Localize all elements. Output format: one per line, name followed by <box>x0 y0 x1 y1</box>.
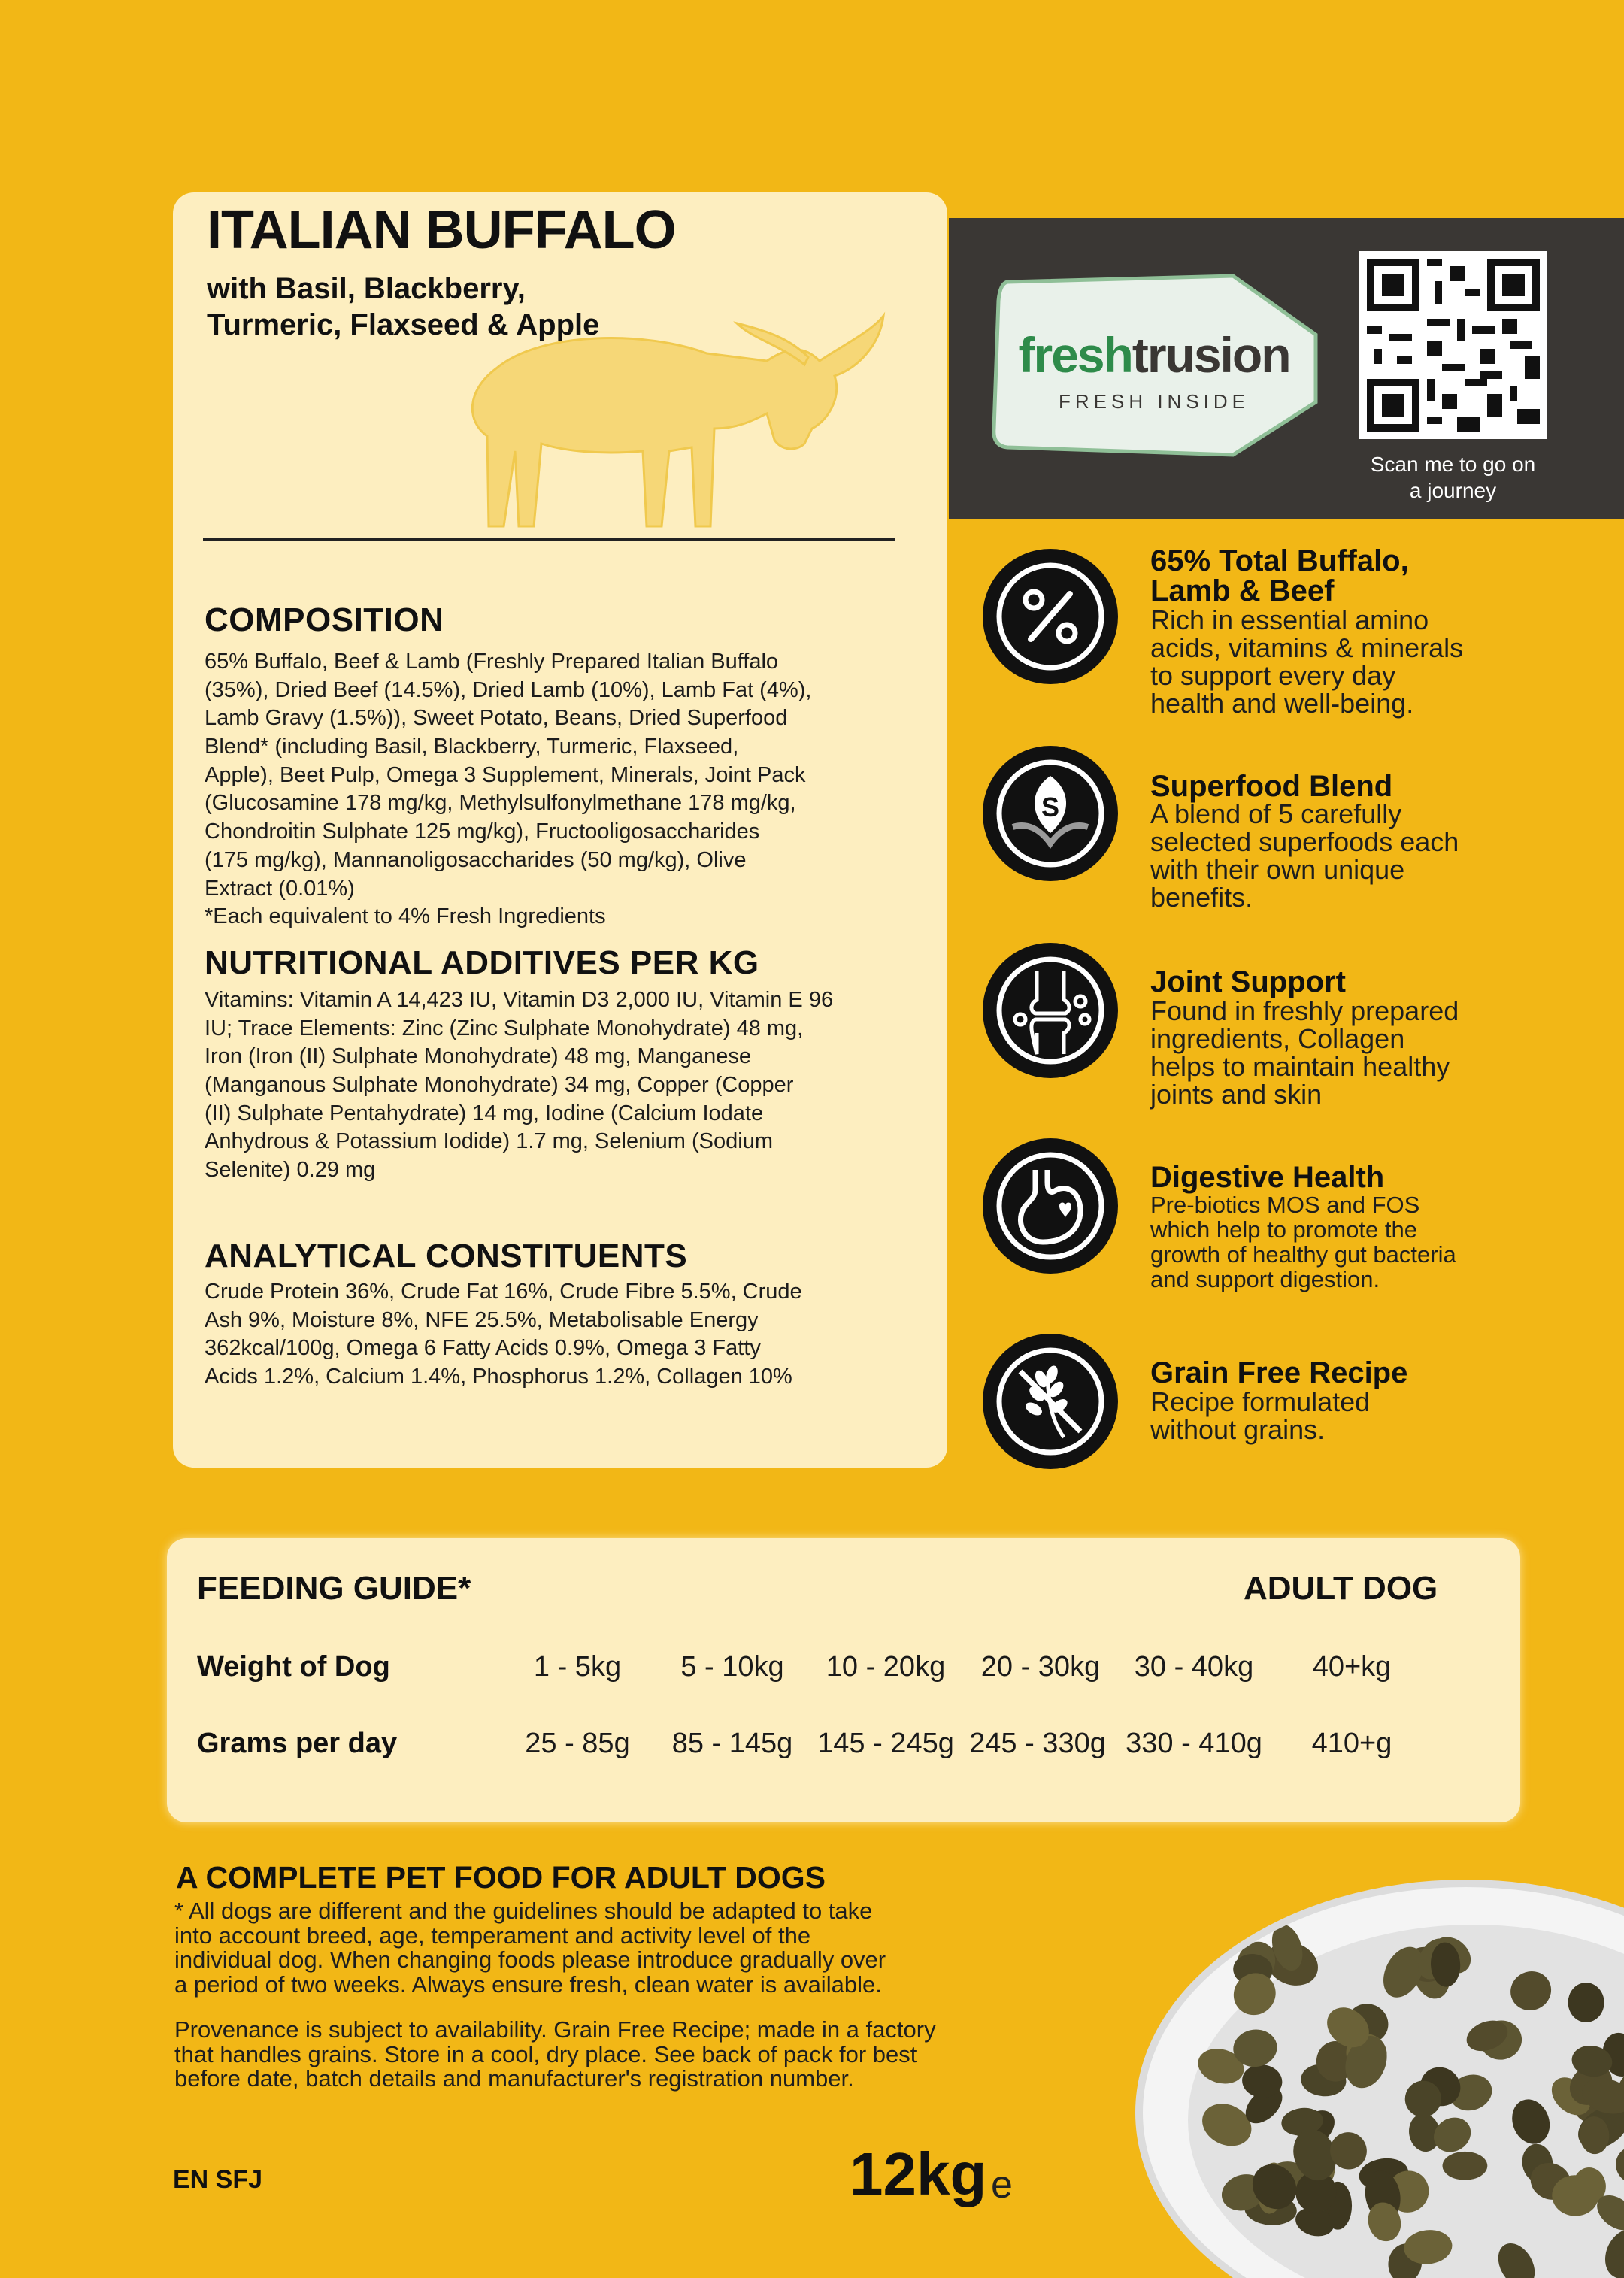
feature-title-line: Grain Free Recipe <box>1150 1356 1408 1389</box>
feature-text <box>1150 1386 1571 1446</box>
composition-line: Chondroitin Sulphate 125 mg/kg), Fructooligosaccharides <box>205 819 760 844</box>
feature-title-line: Lamb & Beef <box>1150 574 1335 607</box>
additives-line: (Manganous Sulphate Monohydrate) 34 mg, Copper (Copper <box>205 1073 794 1098</box>
feeding-guide-heading: FEEDING GUIDE* <box>197 1570 471 1607</box>
qr-caption-line: Scan me to go on <box>1370 453 1536 476</box>
feature-text-line: Recipe formulated <box>1150 1386 1371 1417</box>
feeding-audience: ADULT DOG <box>1244 1570 1438 1607</box>
feature-text-line: joints and skin <box>1150 1079 1323 1110</box>
language-code: EN SFJ <box>173 2165 263 2194</box>
feature-title-line: 65% Total Buffalo, <box>1150 544 1409 577</box>
provenance-note <box>174 2018 1024 2092</box>
additives-line: Anhydrous & Potassium Iodide) 1.7 mg, Selenium (Sodium <box>205 1129 773 1154</box>
feature-title-line: Joint Support <box>1150 965 1346 998</box>
feature-text-line: with their own unique <box>1150 854 1405 886</box>
feature-title-line: Superfood Blend <box>1150 770 1393 803</box>
additives-line: Iron (Iron (II) Sulphate Monohydrate) 48 mg, Manganese <box>205 1044 751 1069</box>
analytical-line: Crude Protein 36%, Crude Fat 16%, Crude Fibre 5.5%, Crude <box>205 1280 802 1304</box>
title-divider <box>203 538 895 541</box>
percent-icon <box>981 547 1120 686</box>
weight-cell: 40+kg <box>1312 1651 1392 1683</box>
feature-text-line: health and well-being. <box>1150 688 1414 719</box>
estimated-sign: e <box>991 2163 1013 2207</box>
analytical-line: Acids 1.2%, Calcium 1.4%, Phosphorus 1.2%, Collagen 10% <box>205 1365 792 1389</box>
grams-cell: 25 - 85g <box>525 1728 630 1759</box>
svg-text:S: S <box>1041 792 1060 822</box>
feature-text-line: Pre-biotics MOS and FOS <box>1150 1192 1420 1218</box>
logo-fresh-text: fresh <box>1018 327 1132 383</box>
feature-text-line: ingredients, Collagen <box>1150 1023 1405 1055</box>
additives-line: Vitamins: Vitamin A 14,423 IU, Vitamin D3 2,000 IU, Vitamin E 96 <box>205 988 834 1012</box>
note-line: individual dog. When changing foods please introduce gradually over <box>174 1946 886 1974</box>
feature-text <box>1150 1192 1571 1292</box>
feature-title <box>1150 1358 1571 1388</box>
analytical-text <box>205 1278 896 1392</box>
composition-line: (175 mg/kg), Mannanoligosaccharides (50 mg/kg), Olive <box>205 847 747 872</box>
feature-text-line: growth of healthy gut bacteria <box>1150 1241 1456 1268</box>
kibble-piece <box>1443 2152 1488 2180</box>
note-line: a period of two weeks. Always ensure fresh, clean water is available. <box>174 1971 882 1998</box>
feature-text-line: Rich in essential amino <box>1150 604 1429 635</box>
logo-tagline: FRESH INSIDE <box>1058 390 1250 413</box>
analytical-line: 362kcal/100g, Omega 6 Fatty Acids 0.9%, Omega 3 Fatty <box>205 1336 761 1361</box>
weight-cell: 1 - 5kg <box>533 1651 622 1683</box>
feature-text-line: and support digestion. <box>1150 1266 1380 1293</box>
stomach-icon <box>981 1137 1120 1275</box>
composition-line: Blend* (including Basil, Blackberry, Turmeric, Flaxseed, <box>205 735 739 759</box>
composition-line: Lamb Gravy (1.5%)), Sweet Potato, Beans, Dried Superfood <box>205 706 788 731</box>
analytical-line: Ash 9%, Moisture 8%, NFE 25.5%, Metabolisable Energy <box>205 1307 759 1332</box>
feature-text-line: without grains. <box>1150 1414 1326 1446</box>
additives-text <box>205 986 896 1185</box>
svg-text:freshtrusion <box>1018 327 1289 383</box>
logo-trusion-text: trusion <box>1132 327 1290 383</box>
joint-icon <box>981 941 1120 1080</box>
qr-caption-line: a journey <box>1409 479 1497 502</box>
feature-text-line: A blend of 5 carefully <box>1150 798 1402 829</box>
qr-code[interactable] <box>1359 251 1547 439</box>
weight-row-label: Weight of Dog <box>197 1651 390 1683</box>
note-line: * All dogs are different and the guidelines should be adapted to take <box>174 1898 873 1924</box>
additives-line: Selenite) 0.29 mg <box>205 1158 376 1183</box>
feature-title <box>1150 1162 1571 1192</box>
superfood-leaf-icon <box>981 744 1120 883</box>
additives-line: IU; Trace Elements: Zinc (Zinc Sulphate Monohydrate) 48 mg, <box>205 1016 804 1041</box>
subtitle-line: with Basil, Blackberry, <box>207 272 526 305</box>
composition-line: *Each equivalent to 4% Fresh Ingredients <box>205 904 606 929</box>
provenance-line: that handles grains. Store in a cool, dry place. See back of pack for best <box>174 2040 917 2067</box>
feature-title <box>1150 967 1571 997</box>
no-grain-icon <box>981 1332 1120 1471</box>
buffalo-illustration <box>451 301 887 541</box>
feature-title-line: Digestive Health <box>1150 1161 1385 1194</box>
grams-cell: 410+g <box>1311 1728 1392 1759</box>
feature-text-line: helps to maintain healthy <box>1150 1051 1450 1083</box>
grams-row-label: Grams per day <box>197 1728 398 1759</box>
feature-title <box>1150 546 1571 606</box>
weight-cell: 10 - 20kg <box>826 1651 946 1683</box>
provenance-line: before date, batch details and manufacturer's registration number. <box>174 2065 854 2092</box>
composition-text <box>205 648 896 931</box>
qr-caption <box>1346 451 1560 504</box>
feature-text-line: to support every day <box>1150 660 1396 692</box>
weight-cell: 30 - 40kg <box>1134 1651 1254 1683</box>
weight-cell: 20 - 30kg <box>980 1651 1101 1683</box>
feature-text-line: Found in freshly prepared <box>1150 995 1459 1026</box>
provenance-line: Provenance is subject to availability. Grain Free Recipe; made in a factory <box>174 2016 936 2043</box>
subtitle-line: Turmeric, Flaxseed & Apple <box>207 308 600 341</box>
feature-text <box>1150 606 1571 717</box>
feeding-note <box>174 1899 1024 1997</box>
feature-text-line: acids, vitamins & minerals <box>1150 632 1464 664</box>
feature-text-line: which help to promote the <box>1150 1216 1417 1244</box>
composition-line: (35%), Dried Beef (14.5%), Dried Lamb (10%), Lamb Fat (4%), <box>205 677 812 702</box>
additives-line: (II) Sulphate Pentahydrate) 14 mg, Iodine (Calcium Iodate <box>205 1101 764 1125</box>
feature-text-line: benefits. <box>1150 882 1253 913</box>
freshtrusion-logo <box>985 267 1323 462</box>
kibble-bowl-image <box>1120 1865 1624 2278</box>
product-title: ITALIAN BUFFALO <box>207 200 676 260</box>
composition-line: Extract (0.01%) <box>205 876 355 901</box>
composition-line: Apple), Beet Pulp, Omega 3 Supplement, Minerals, Joint Pack <box>205 762 806 787</box>
grams-cell: 145 - 245g <box>817 1728 954 1759</box>
grams-cell: 245 - 330g <box>969 1728 1106 1759</box>
feature-title <box>1150 771 1571 801</box>
weight-cell: 5 - 10kg <box>680 1651 784 1683</box>
composition-line: (Glucosamine 178 mg/kg, Methylsulfonylmethane 178 mg/kg, <box>205 791 796 816</box>
grams-cell: 330 - 410g <box>1126 1728 1262 1759</box>
note-line: into account breed, age, temperament and activity level of the <box>174 1922 811 1949</box>
composition-line: 65% Buffalo, Beef & Lamb (Freshly Prepared Italian Buffalo <box>205 650 779 674</box>
feature-text <box>1150 800 1571 911</box>
additives-heading: NUTRITIONAL ADDITIVES PER KG <box>205 944 759 981</box>
analytical-heading: ANALYTICAL CONSTITUENTS <box>205 1237 688 1274</box>
net-weight: 12kg <box>850 2140 987 2207</box>
feature-text <box>1150 997 1571 1108</box>
feature-text-line: selected superfoods each <box>1150 826 1459 858</box>
complete-food-heading: A COMPLETE PET FOOD FOR ADULT DOGS <box>176 1860 826 1895</box>
composition-heading: COMPOSITION <box>205 601 444 638</box>
grams-cell: 85 - 145g <box>671 1728 793 1759</box>
